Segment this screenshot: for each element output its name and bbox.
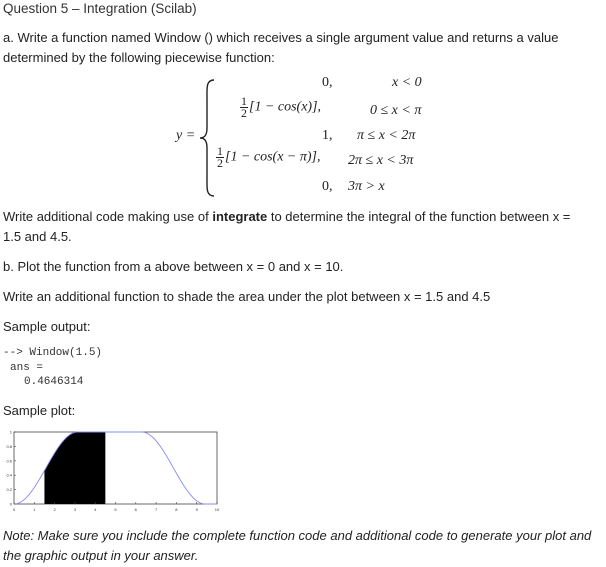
x-tick-label: 3 bbox=[73, 507, 77, 512]
part-b-text: b. Plot the function from a above between x = 0 and x = 10. bbox=[3, 259, 344, 274]
x-tick-label: 2 bbox=[53, 507, 56, 512]
part-a-line2: determined by the following piecewise function: bbox=[3, 50, 275, 65]
y-axis-ticks bbox=[6, 430, 16, 507]
fraction-half: $\frac{1}{2}$ bbox=[217, 144, 223, 170]
x-tick-label: 9 bbox=[195, 507, 198, 512]
left-brace bbox=[198, 78, 216, 198]
shaded-area bbox=[44, 432, 105, 504]
console-ans: ans = bbox=[10, 362, 44, 374]
integrate-keyword: integrate bbox=[212, 209, 268, 224]
question-heading: Question 5 – Integration (Scilab) bbox=[3, 1, 197, 16]
x-tick-label: 5 bbox=[114, 507, 117, 512]
piece-cond-3: 2π ≤ x < 3π bbox=[348, 153, 414, 168]
shade-instruction: Write an additional function to shade the area under the plot between x = 1.5 and 4.5 bbox=[3, 289, 491, 304]
equation-lhs: y = bbox=[176, 128, 196, 143]
piece-cond-4: 3π > x bbox=[348, 179, 385, 194]
sample-plot-label: Sample plot: bbox=[3, 403, 76, 418]
piece-expr-0: 0, bbox=[322, 75, 333, 90]
x-tick-label: 10 bbox=[214, 507, 220, 512]
x-tick-label: 4 bbox=[94, 507, 97, 512]
x-tick-label: 1 bbox=[33, 507, 36, 512]
piece-expr-1: [1 − cos(x)], bbox=[249, 99, 322, 115]
console-command: --> Window(1.5) bbox=[3, 347, 103, 359]
piece-cond-2: π ≤ x < 2π bbox=[357, 128, 416, 143]
sample-plot bbox=[0, 426, 225, 514]
part-a-text bbox=[3, 28, 603, 68]
part-a-line1: a. Write a function named Window () which receives a single argument value and returns a value bbox=[3, 30, 559, 45]
y-tick-label: 0 bbox=[9, 501, 12, 507]
x-tick-label: 0 bbox=[12, 507, 16, 512]
piece-cond-0: x < 0 bbox=[392, 75, 422, 90]
piece-expr-2: 1, bbox=[322, 128, 333, 143]
integrate-line2: 1.5 and 4.5. bbox=[3, 229, 72, 244]
x-tick-label: 7 bbox=[154, 507, 158, 512]
piece-expr-3: [1 − cos(x − π)], bbox=[225, 149, 321, 165]
integrate-post: to determine the integral of the function between x = bbox=[267, 209, 571, 224]
console-value: 0.4646314 bbox=[24, 376, 84, 388]
x-axis-ticks bbox=[13, 502, 220, 512]
x-tick-label: 6 bbox=[134, 507, 137, 512]
shaded-region bbox=[44, 432, 105, 504]
y-tick-label: 0.4 bbox=[6, 472, 12, 478]
sample-output-label: Sample output: bbox=[3, 319, 91, 334]
y-tick-label: 0.8 bbox=[6, 443, 12, 449]
y-tick-label: 0.6 bbox=[6, 458, 12, 464]
piece-cond-1: 0 ≤ x < π bbox=[370, 103, 422, 118]
piece-expr-4: 0, bbox=[322, 179, 333, 194]
y-tick-label: 0.2 bbox=[6, 487, 12, 493]
note-text: Note: Make sure you include the complete function code and additional code to generate your plot and the graphic output in your answer. bbox=[3, 528, 592, 563]
x-tick-label: 8 bbox=[175, 507, 178, 512]
integrate-pre: Write additional code making use of bbox=[3, 209, 213, 224]
integrate-paragraph bbox=[3, 207, 603, 247]
piece-row-3 bbox=[216, 146, 321, 169]
fraction-half: $\frac{1}{2}$ bbox=[241, 94, 247, 120]
y-tick-label: 1 bbox=[9, 429, 12, 435]
piece-row-1 bbox=[240, 96, 321, 119]
